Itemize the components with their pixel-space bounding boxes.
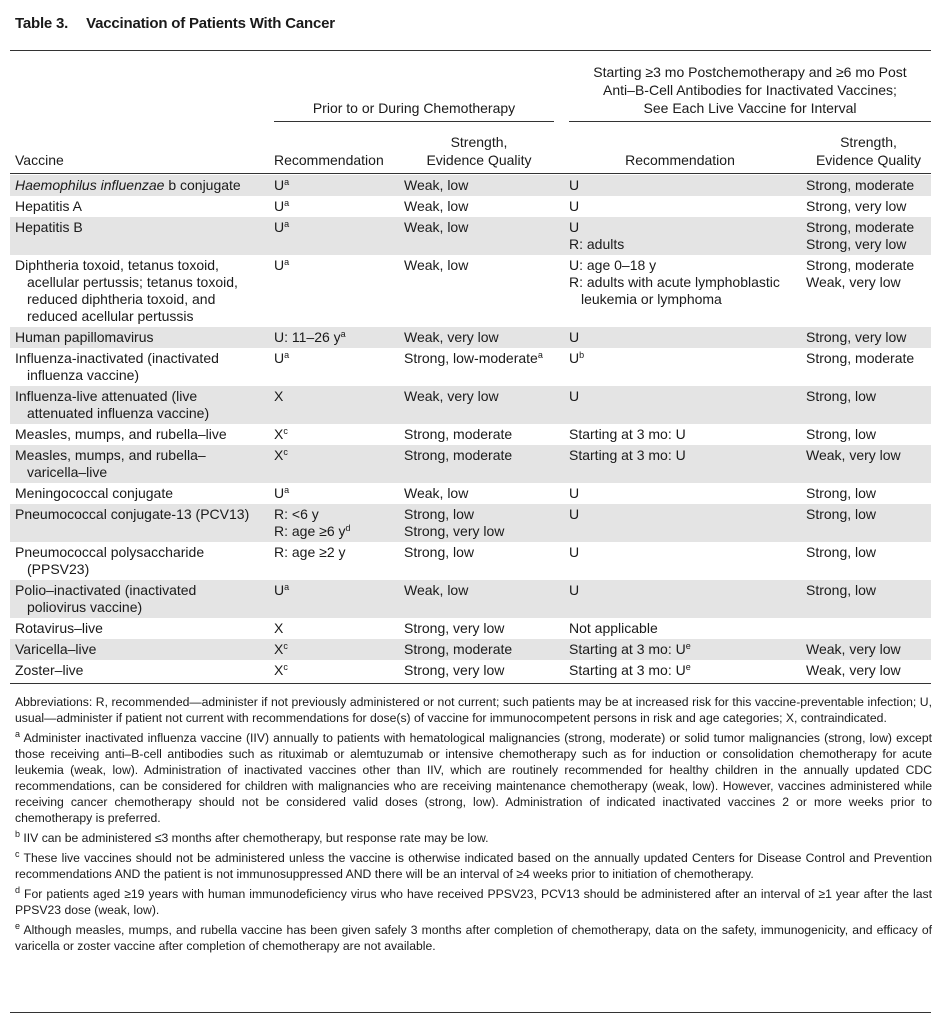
group-header-post-line2: Anti–B-Cell Antibodies for Inactivated Vaccines; bbox=[603, 82, 897, 98]
cell-vaccine bbox=[10, 348, 274, 386]
table-number: Table 3. bbox=[15, 15, 69, 32]
footnote-marker: a bbox=[284, 177, 290, 187]
cell-recommendation-post bbox=[569, 618, 806, 639]
cell-line: U bbox=[569, 544, 580, 560]
header-bottom-rule bbox=[10, 173, 931, 174]
footnote-marker: a bbox=[284, 582, 290, 592]
cell-line: $X^c$ bbox=[274, 426, 288, 442]
cell-strength-post bbox=[806, 639, 931, 660]
cell-recommendation-during bbox=[274, 445, 404, 483]
cell-line: Weak, low bbox=[404, 257, 469, 273]
cell-line: $X^c$ bbox=[274, 641, 288, 657]
footnote-marker: a bbox=[284, 219, 290, 229]
group-header-post-line1: Starting ≥3 mo Postchemotherapy and ≥6 mo Post bbox=[593, 64, 907, 80]
cell-line: Strong, low bbox=[404, 544, 475, 560]
cell-strength-during bbox=[404, 618, 569, 639]
group-header-during-underline bbox=[274, 121, 554, 122]
table-row bbox=[10, 386, 931, 424]
cell-vaccine bbox=[10, 504, 274, 542]
cell-line: $X^c$ bbox=[274, 447, 288, 463]
cell-strength-post bbox=[806, 386, 931, 424]
cell-vaccine bbox=[10, 542, 274, 580]
cell-line: Strong, low bbox=[806, 544, 877, 560]
cell-line: Strong, low-moderate$^a$ bbox=[404, 350, 543, 366]
cell-strength-during bbox=[404, 639, 569, 660]
cell-line: X bbox=[274, 620, 284, 636]
table-caption bbox=[15, 15, 335, 32]
footnote-marker: d bbox=[345, 523, 351, 533]
cell-line: Strong, low bbox=[806, 485, 877, 501]
cell-line: U bbox=[569, 506, 580, 522]
vaccine-name-line: acellular pertussis; tetanus toxoid, bbox=[27, 274, 238, 290]
cell-recommendation-post bbox=[569, 445, 806, 483]
cell-recommendation-post bbox=[569, 542, 806, 580]
cell-strength-during bbox=[404, 445, 569, 483]
cell-strength-post bbox=[806, 255, 931, 327]
cell-line: Strong, moderate bbox=[806, 219, 915, 235]
footnote-marker: e bbox=[15, 921, 21, 931]
cell-vaccine bbox=[10, 196, 274, 217]
cell-strength-during bbox=[404, 255, 569, 327]
group-header-post-underline bbox=[569, 121, 931, 122]
page-bottom-rule bbox=[10, 1012, 931, 1013]
table-row bbox=[10, 196, 931, 217]
cell-strength-post bbox=[806, 424, 931, 445]
col-header-strength-1-line2: Evidence Quality bbox=[426, 152, 532, 168]
vaccine-name-line: poliovirus vaccine) bbox=[27, 599, 143, 615]
cell-vaccine bbox=[10, 255, 274, 327]
cell-line: Strong, very low bbox=[806, 329, 907, 345]
footnote-marker: b bbox=[15, 829, 21, 839]
table-row bbox=[10, 348, 931, 386]
cell-line: U bbox=[569, 198, 580, 214]
cell-line: Strong, low bbox=[806, 388, 877, 404]
cell-strength-post bbox=[806, 348, 931, 386]
cell-line: U bbox=[569, 219, 580, 235]
vaccine-name-line: Pneumococcal polysaccharide bbox=[15, 544, 205, 560]
footnote-marker: a bbox=[15, 729, 21, 739]
cell-strength-post bbox=[806, 504, 931, 542]
cell-strength-during bbox=[404, 196, 569, 217]
cell-line: Weak, low bbox=[404, 582, 469, 598]
cell-line: U bbox=[569, 582, 580, 598]
cell-vaccine bbox=[10, 424, 274, 445]
cell-line: R: <6 y bbox=[274, 506, 319, 522]
footnotes bbox=[15, 694, 932, 958]
cell-line: Not applicable bbox=[569, 620, 658, 636]
cell-vaccine bbox=[10, 386, 274, 424]
cell-line: Strong, low bbox=[806, 506, 877, 522]
cell-line: R: age ≥2 y bbox=[274, 544, 346, 560]
cell-line: Weak, very low bbox=[806, 641, 901, 657]
cell-line: Strong, very low bbox=[404, 620, 505, 636]
cell-line: $U^a$ bbox=[274, 350, 290, 366]
cell-line: Strong, moderate bbox=[404, 447, 513, 463]
col-header-strength-1-line1: Strength, bbox=[450, 134, 508, 150]
cell-line: Starting at 3 mo: $U^e$ bbox=[569, 662, 691, 678]
footnote-a: $^a$ Administer inactivated influenza vaccine (IIV) annually to patients with hematological malignancies (strong, moderate) or solid tumor malignancies (strong, low) except those receiving anti–B-cell antibodies such as rituximab or alemtuzumab or intensive chemotherapy such as for induction or consolidation chemotherapy for acute leukemia (weak, low). Administration of inactivated vaccines other than IIV, which are routinely recommended for healthy children in the annually updated CDC recommendations, can be considered for children with malignancies who are receiving maintenance chemotherapy (weak, low). However, vaccines administered while receiving cancer chemotherapy should not be considered valid doses (strong, low). Administration of indicated inactivated vaccines 2 or more weeks prior to chemotherapy is preferred. bbox=[15, 729, 932, 825]
cell-recommendation-during bbox=[274, 483, 404, 504]
cell-vaccine bbox=[10, 660, 274, 681]
vaccine-name-line: Haemophilus influenzae b conjugate bbox=[15, 177, 241, 193]
col-header-recommendation-1: Recommendation bbox=[274, 152, 384, 168]
cell-recommendation-post bbox=[569, 424, 806, 445]
footnote-marker: c bbox=[15, 849, 20, 859]
vaccine-name-line: Zoster–live bbox=[15, 662, 84, 678]
vaccine-name-line: Influenza-live attenuated (live bbox=[15, 388, 198, 404]
vaccine-name-line: varicella–live bbox=[27, 464, 108, 480]
cell-vaccine bbox=[10, 217, 274, 255]
cell-line: U: 11–26 $y^a$ bbox=[274, 329, 346, 345]
cell-strength-during bbox=[404, 580, 569, 618]
cell-recommendation-during bbox=[274, 196, 404, 217]
vaccine-name-line: Rotavirus–live bbox=[15, 620, 103, 636]
cell-line: R: age ≥6 $y^d$ bbox=[274, 523, 351, 539]
cell-strength-during bbox=[404, 542, 569, 580]
cell-vaccine bbox=[10, 618, 274, 639]
col-header-strength-1 bbox=[404, 133, 554, 169]
cell-recommendation-during bbox=[274, 348, 404, 386]
footnote-marker: c bbox=[283, 426, 288, 436]
cell-line: Strong, low bbox=[404, 506, 475, 522]
table-row bbox=[10, 175, 931, 196]
cell-line: U bbox=[569, 485, 580, 501]
cell-line: Weak, very low bbox=[806, 274, 901, 290]
cell-vaccine bbox=[10, 639, 274, 660]
vaccine-name-line: Influenza-inactivated (inactivated bbox=[15, 350, 219, 366]
cell-line: Weak, very low bbox=[404, 388, 499, 404]
cell-line: Strong, very low bbox=[806, 198, 907, 214]
col-header-strength-2-line1: Strength, bbox=[840, 134, 897, 150]
footnote-marker: a bbox=[284, 485, 290, 495]
footnote-d: $^d$ For patients aged ≥19 years with human immunodeficiency virus who have received PPSV23, PCV13 should be administered after an interval of ≥1 year after the last PPSV23 dose (weak, low). bbox=[15, 885, 932, 917]
table-row bbox=[10, 424, 931, 445]
cell-strength-during bbox=[404, 504, 569, 542]
cell-recommendation-post bbox=[569, 255, 806, 327]
cell-line: $U^a$ bbox=[274, 582, 290, 598]
cell-line: Starting at 3 mo: $U^e$ bbox=[569, 641, 691, 657]
footnote-e: $^e$ Although measles, mumps, and rubella vaccine has been given safely 3 months after completion of chemotherapy, data on the safety, immunogenicity, and efficacy of varicella or zoster vaccine after completion of chemotherapy are not available. bbox=[15, 921, 932, 953]
vaccine-name-line: Human papillomavirus bbox=[15, 329, 154, 345]
footnote-marker: a bbox=[284, 350, 290, 360]
footnote-b: $^b$ IIV can be administered ≤3 months after chemotherapy, but response rate may be low. bbox=[15, 829, 489, 845]
cell-recommendation-post bbox=[569, 386, 806, 424]
vaccine-name-line: influenza vaccine) bbox=[27, 367, 140, 383]
cell-strength-during bbox=[404, 660, 569, 681]
cell-strength-during bbox=[404, 175, 569, 196]
cell-recommendation-during bbox=[274, 217, 404, 255]
cell-recommendation-post bbox=[569, 175, 806, 196]
cell-line: R: adults with acute lymphoblastic bbox=[569, 274, 780, 290]
cell-strength-post bbox=[806, 580, 931, 618]
table-row bbox=[10, 618, 931, 639]
footnote-marker: a bbox=[340, 329, 346, 339]
cell-recommendation-during bbox=[274, 386, 404, 424]
footnote-marker: c bbox=[283, 447, 288, 457]
cell-strength-during bbox=[404, 483, 569, 504]
cell-recommendation-during bbox=[274, 504, 404, 542]
table-row bbox=[10, 639, 931, 660]
vaccine-name-line: Meningococcal conjugate bbox=[15, 485, 173, 501]
cell-line: Strong, moderate bbox=[806, 177, 915, 193]
cell-strength-post bbox=[806, 542, 931, 580]
cell-recommendation-post bbox=[569, 504, 806, 542]
cell-line: U bbox=[569, 177, 580, 193]
cell-line: Strong, moderate bbox=[806, 257, 915, 273]
vaccine-name-line: (PPSV23) bbox=[27, 561, 90, 577]
cell-line: $U^b$ bbox=[569, 350, 585, 366]
cell-line: Strong, very low bbox=[404, 662, 505, 678]
cell-line: Weak, very low bbox=[404, 329, 499, 345]
footnote-marker: e bbox=[685, 662, 691, 672]
vaccine-name-line: Polio–inactivated (inactivated bbox=[15, 582, 197, 598]
top-rule bbox=[10, 50, 931, 51]
cell-recommendation-post bbox=[569, 639, 806, 660]
cell-strength-post bbox=[806, 445, 931, 483]
cell-recommendation-during bbox=[274, 327, 404, 348]
cell-vaccine bbox=[10, 580, 274, 618]
vaccine-name-line: Diphtheria toxoid, tetanus toxoid, bbox=[15, 257, 219, 273]
cell-vaccine bbox=[10, 445, 274, 483]
cell-strength-during bbox=[404, 424, 569, 445]
footnote-marker: c bbox=[283, 662, 288, 672]
cell-strength-during bbox=[404, 217, 569, 255]
cell-line: $U^a$ bbox=[274, 257, 290, 273]
cell-line: Weak, low bbox=[404, 219, 469, 235]
col-header-vaccine: Vaccine bbox=[15, 152, 64, 168]
cell-recommendation-during bbox=[274, 542, 404, 580]
col-header-strength-2 bbox=[806, 133, 931, 169]
vaccine-name-line: reduced diphtheria toxoid, and bbox=[27, 291, 216, 307]
cell-vaccine bbox=[10, 175, 274, 196]
cell-recommendation-post bbox=[569, 483, 806, 504]
cell-strength-post bbox=[806, 196, 931, 217]
cell-line: Starting at 3 mo: U bbox=[569, 447, 686, 463]
col-header-recommendation-2: Recommendation bbox=[625, 152, 735, 168]
cell-vaccine bbox=[10, 327, 274, 348]
cell-recommendation-during bbox=[274, 660, 404, 681]
cell-line: Starting at 3 mo: U bbox=[569, 426, 686, 442]
cell-strength-during bbox=[404, 327, 569, 348]
cell-line: $U^a$ bbox=[274, 198, 290, 214]
cell-line: Strong, moderate bbox=[806, 350, 915, 366]
vaccination-table bbox=[10, 175, 931, 681]
cell-line: Weak, very low bbox=[806, 447, 901, 463]
cell-recommendation-post bbox=[569, 348, 806, 386]
cell-line: Weak, low bbox=[404, 198, 469, 214]
cell-strength-post bbox=[806, 660, 931, 681]
table-row bbox=[10, 483, 931, 504]
cell-strength-during bbox=[404, 348, 569, 386]
vaccine-name-line: Hepatitis B bbox=[15, 219, 83, 235]
vaccine-name-line: Pneumococcal conjugate-13 (PCV13) bbox=[15, 506, 250, 522]
cell-line: $X^c$ bbox=[274, 662, 288, 678]
vaccine-name-line: Hepatitis A bbox=[15, 198, 82, 214]
cell-line: X bbox=[274, 388, 284, 404]
group-header-post-line3: See Each Live Vaccine for Interval bbox=[643, 100, 857, 116]
cell-line: $U^a$ bbox=[274, 177, 290, 193]
cell-recommendation-post bbox=[569, 327, 806, 348]
vaccine-name-line: Measles, mumps, and rubella–live bbox=[15, 426, 227, 442]
cell-line: Strong, very low bbox=[806, 236, 907, 252]
cell-line: leukemia or lymphoma bbox=[581, 291, 722, 307]
table-title: Vaccination of Patients With Cancer bbox=[86, 15, 335, 32]
table-row bbox=[10, 580, 931, 618]
cell-line: Strong, moderate bbox=[404, 426, 513, 442]
cell-line: Strong, very low bbox=[404, 523, 505, 539]
footnote-marker: d bbox=[15, 885, 21, 895]
cell-line: U bbox=[569, 329, 580, 345]
cell-line: U: age 0–18 y bbox=[569, 257, 657, 273]
vaccine-name-line: Measles, mumps, and rubella– bbox=[15, 447, 206, 463]
cell-line: Weak, low bbox=[404, 177, 469, 193]
cell-line: $U^a$ bbox=[274, 219, 290, 235]
cell-line: R: adults bbox=[569, 236, 625, 252]
cell-recommendation-during bbox=[274, 618, 404, 639]
cell-recommendation-post bbox=[569, 217, 806, 255]
cell-recommendation-during bbox=[274, 639, 404, 660]
cell-line: Strong, moderate bbox=[404, 641, 513, 657]
cell-line: Weak, very low bbox=[806, 662, 901, 678]
cell-strength-post bbox=[806, 217, 931, 255]
table-row bbox=[10, 217, 931, 255]
table-row bbox=[10, 255, 931, 327]
table-row bbox=[10, 327, 931, 348]
table-bottom-rule bbox=[10, 683, 931, 684]
cell-line: Strong, low bbox=[806, 582, 877, 598]
table-row bbox=[10, 504, 931, 542]
col-header-strength-2-line2: Evidence Quality bbox=[815, 152, 922, 168]
footnote-marker: a bbox=[537, 350, 543, 360]
cell-strength-post bbox=[806, 175, 931, 196]
cell-recommendation-during bbox=[274, 255, 404, 327]
footnote-marker: b bbox=[579, 350, 585, 360]
cell-line: U bbox=[569, 388, 580, 404]
cell-recommendation-during bbox=[274, 580, 404, 618]
footnote-marker: a bbox=[284, 198, 290, 208]
cell-vaccine bbox=[10, 483, 274, 504]
cell-recommendation-during bbox=[274, 424, 404, 445]
footnote-marker: e bbox=[685, 641, 691, 651]
cell-recommendation-post bbox=[569, 196, 806, 217]
cell-strength-post bbox=[806, 483, 931, 504]
group-header-during-chemo: Prior to or During Chemotherapy bbox=[312, 100, 516, 116]
vaccine-name-line: attenuated influenza vaccine) bbox=[27, 405, 210, 421]
footnote-marker: a bbox=[284, 257, 290, 267]
cell-recommendation-post bbox=[569, 580, 806, 618]
cell-strength-post bbox=[806, 618, 931, 639]
cell-line: Strong, low bbox=[806, 426, 877, 442]
cell-recommendation-during bbox=[274, 175, 404, 196]
table-row bbox=[10, 542, 931, 580]
cell-line: $U^a$ bbox=[274, 485, 290, 501]
footnote-abbreviations: Abbreviations: R, recommended—administer if not previously administered or not current; such patients may be at increased risk for this vaccine-preventable infection; U, usual—administer if patient not current with recommendations for dose(s) of vaccine for immunocompetent persons in risk and age categories; X, contraindicated. bbox=[15, 695, 932, 725]
cell-recommendation-post bbox=[569, 660, 806, 681]
vaccine-name-line: Varicella–live bbox=[15, 641, 97, 657]
table-row bbox=[10, 445, 931, 483]
cell-line: Weak, low bbox=[404, 485, 469, 501]
footnote-c: $^c$ These live vaccines should not be administered unless the vaccine is otherwise indicated based on the annually updated Centers for Disease Control and Prevention recommendations AND the patient is not immunosuppressed AND there will be an interval of ≥4 weeks prior to initiation of chemotherapy. bbox=[15, 849, 932, 881]
cell-strength-post bbox=[806, 327, 931, 348]
footnote-marker: c bbox=[283, 641, 288, 651]
cell-strength-during bbox=[404, 386, 569, 424]
table-row bbox=[10, 660, 931, 681]
group-header-post-chemo bbox=[569, 63, 931, 117]
vaccine-name-line: reduced acellular pertussis bbox=[27, 308, 194, 324]
